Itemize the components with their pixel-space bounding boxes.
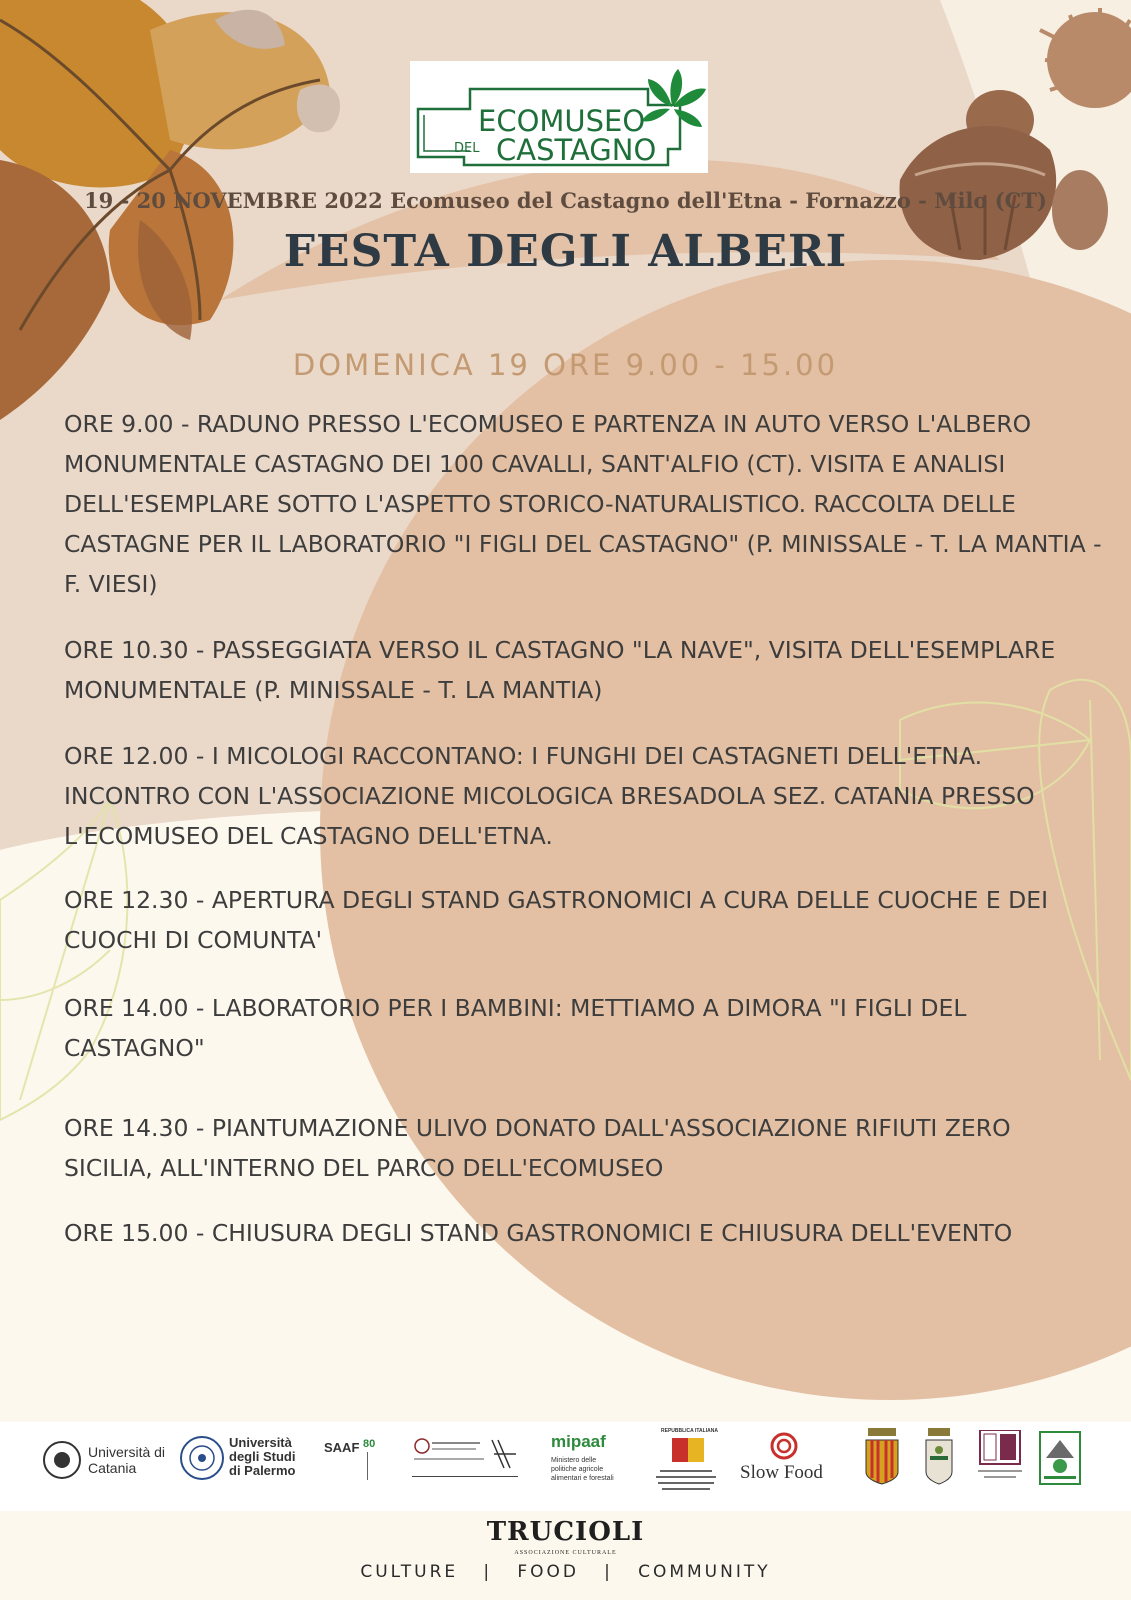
logo-text-del: DEL [454, 141, 480, 156]
regione-sicilia-crest-icon [668, 1436, 708, 1466]
footer-tagline: CULTURE | FOOD | COMMUNITY [360, 1562, 771, 1582]
sponsor-logos-band [0, 1422, 1131, 1511]
regione-header: REPUBBLICA ITALIANA [661, 1428, 718, 1434]
ordine-agronomi-logo [412, 1432, 522, 1488]
event-dateline: 19 - 20 NOVEMBRE 2022 Ecomuseo del Castagno dell'Etna - Fornazzo - Milo (CT) [84, 188, 1047, 213]
program-item-1200: ORE 12.00 - I MICOLOGI RACCONTANO: I FUNGHI DEI CASTAGNETI DELL'ETNA. INCONTRO CON L'ASSOCIAZIONE MICOLOGICA BRESADOLA SEZ. CATANIA PRESSO L'ECOMUSEO DEL CASTAGNO DELL'ETNA. [64, 742, 1035, 850]
slowfood-snail-icon [768, 1432, 800, 1460]
saaf-divider-icon [360, 1452, 376, 1480]
day-subtitle: DOMENICA 19 ORE 9.00 - 15.00 [292, 348, 839, 382]
unict-seal-icon [42, 1440, 82, 1480]
saaf-name: SAAF [324, 1440, 360, 1455]
program-item-0900: ORE 9.00 - RADUNO PRESSO L'ECOMUSEO E PARTENZA IN AUTO VERSO L'ALBERO MONUMENTALE CASTAGNO DEI 100 CAVALLI, SANT'ALFIO (CT). VISITA E ANALISI DELL'ESEMPLARE SOTTO L'ASPETTO STORICO-NATURALISTICO. RACCOLTA DELLE CASTAGNE PER IL LABORATORIO "I FIGLI DEL CASTAGNO" (P. MINISSALE - T. LA MANTIA - F. VIESI) [64, 410, 1102, 598]
program-item-1500: ORE 15.00 - CHIUSURA DEGLI STAND GASTRONOMICI E CHIUSURA DELL'EVENTO [64, 1219, 1013, 1247]
regione-text-lines [656, 1468, 716, 1494]
saaf-anniversary: 80 [363, 1438, 376, 1450]
program-item-1430: ORE 14.30 - PIANTUMAZIONE ULIVO DONATO DALL'ASSOCIAZIONE RIFIUTI ZERO SICILIA, ALL'INTERNO DEL PARCO DELL'ECOMUSEO [64, 1114, 1011, 1182]
ecomuseo-logo [410, 61, 708, 173]
program-item-1230: ORE 12.30 - APERTURA DEGLI STAND GASTRONOMICI A CURA DELLE CUOCHE E DEI CUOCHI DI COMUNTA' [64, 886, 1049, 954]
program-item-1400: ORE 14.00 - LABORATORIO PER I BAMBINI: METTIAMO A DIMORA "I FIGLI DEL CASTAGNO" [64, 994, 967, 1062]
trucioli-subtitle: ASSOCIAZIONE CULTURALE [514, 1550, 617, 1556]
onav-logo [976, 1430, 1024, 1488]
unipa-seal-icon [180, 1434, 224, 1482]
unict-name: Università di Catania [88, 1444, 166, 1476]
unipa-name: Università degli Studi di Palermo [229, 1435, 296, 1478]
mipaaf-logo-text: mipaaf [551, 1432, 606, 1451]
mipaaf-subtitle: Ministero delle politiche agricole alimentari e forestali [551, 1457, 614, 1482]
comune-crest-icon [922, 1428, 956, 1486]
logo-text-castagno: CASTAGNO [496, 133, 657, 167]
program-item-1030: ORE 10.30 - PASSEGGIATA VERSO IL CASTAGNO "LA NAVE", VISITA DELL'ESEMPLARE MONUMENTALE (P. MINISSALE - T. LA MANTIA) [64, 636, 1056, 704]
page-title: FESTA DEGLI ALBERI [283, 226, 848, 277]
chestnut-leaf-icon [642, 69, 706, 127]
slowfood-name: Slow Food [740, 1462, 823, 1483]
logo-text-ecomuseo: ECOMUSEO [478, 104, 646, 138]
trucioli-brand: TRUCIOLI [486, 1517, 645, 1547]
parco-etna-logo [1038, 1428, 1082, 1488]
comune-milo-crest-icon [862, 1426, 902, 1486]
